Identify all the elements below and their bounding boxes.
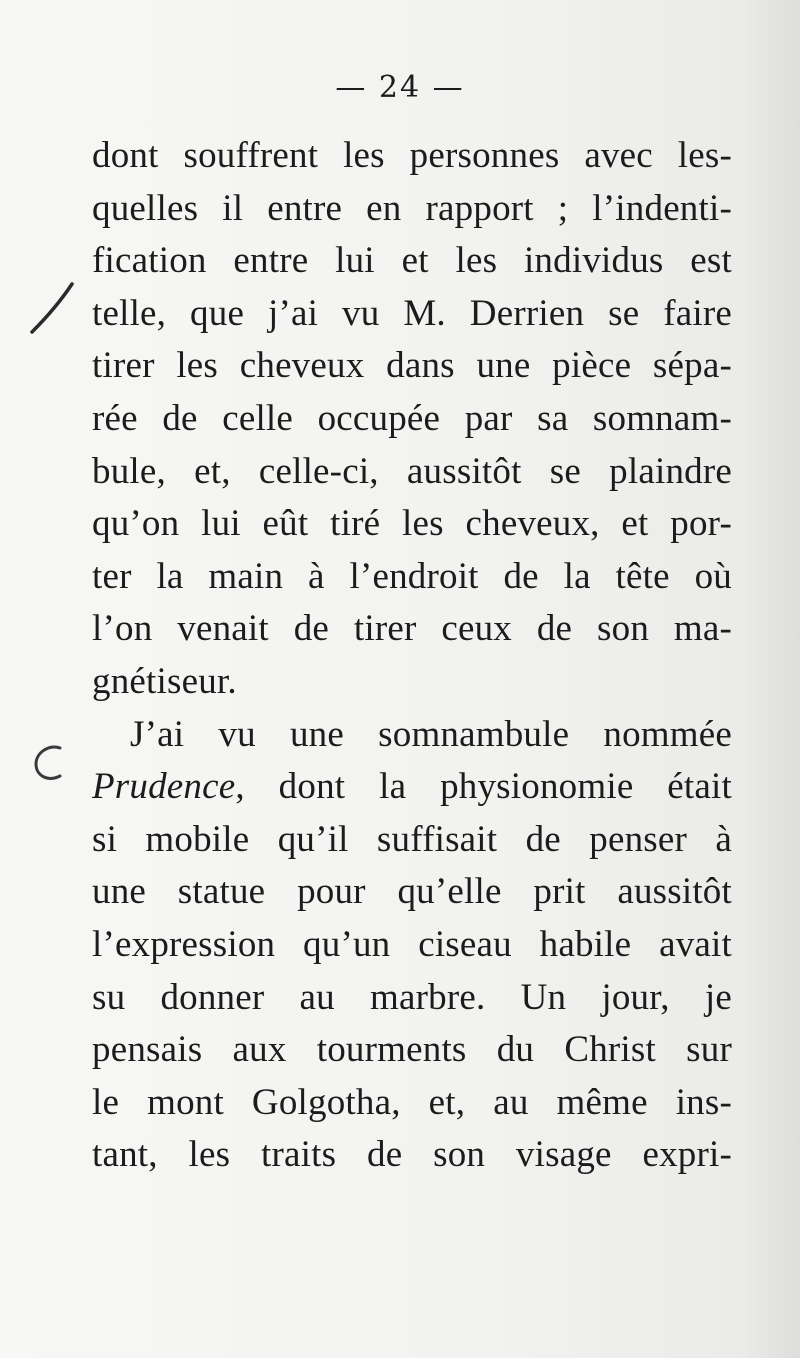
text-line-italic-start: Prudence, dont la physionomie était (92, 766, 732, 808)
text-line: rée de celle occupée par sa somnam- (92, 397, 732, 439)
text-line: tirer les cheveux dans une pièce sépa- (92, 345, 732, 387)
text-line: pensais aux tourments du Christ sur (92, 1029, 732, 1071)
text-line: bule, et, celle-ci, aussitôt se plaindre (92, 450, 732, 492)
text-line: telle, que j’ai vu M. Derrien se faire (92, 292, 732, 334)
text-line: dont souffrent les personnes avec les- (92, 135, 732, 176)
text-line: fication entre lui et les individus est (92, 240, 732, 282)
text-line: l’on venait de tirer ceux de son ma- (92, 608, 732, 650)
c-pencil-mark (26, 740, 70, 790)
page-gutter-shadow (740, 0, 800, 1358)
text-line: l’expression qu’un ciseau habile avait (92, 923, 732, 965)
page-number: — 24 — (335, 70, 465, 105)
text-line: le mont Golgotha, et, au même ins- (92, 1081, 732, 1123)
text-line: tant, les traits de son visage expri- (92, 1134, 732, 1176)
text-line: quelles il entre en rapport ; l’indenti- (92, 187, 732, 229)
text-line: qu’on lui eût tiré les cheveux, et por- (92, 503, 732, 545)
slash-pencil-mark (24, 278, 84, 338)
italic-name: Prudence (92, 766, 236, 808)
text-line: ter la main à l’endroit de la tête où (92, 555, 732, 597)
body-text (92, 130, 732, 1182)
text-line: une statue pour qu’elle prit aussitôt (92, 871, 732, 913)
text-line: si mobile qu’il suffisait de penser à (92, 818, 732, 860)
text-line: J’ai vu une somnambule nommée (130, 713, 732, 755)
text-line: su donner au marbre. Un jour, je (92, 976, 732, 1018)
text-line: gnétiseur. (92, 660, 237, 702)
